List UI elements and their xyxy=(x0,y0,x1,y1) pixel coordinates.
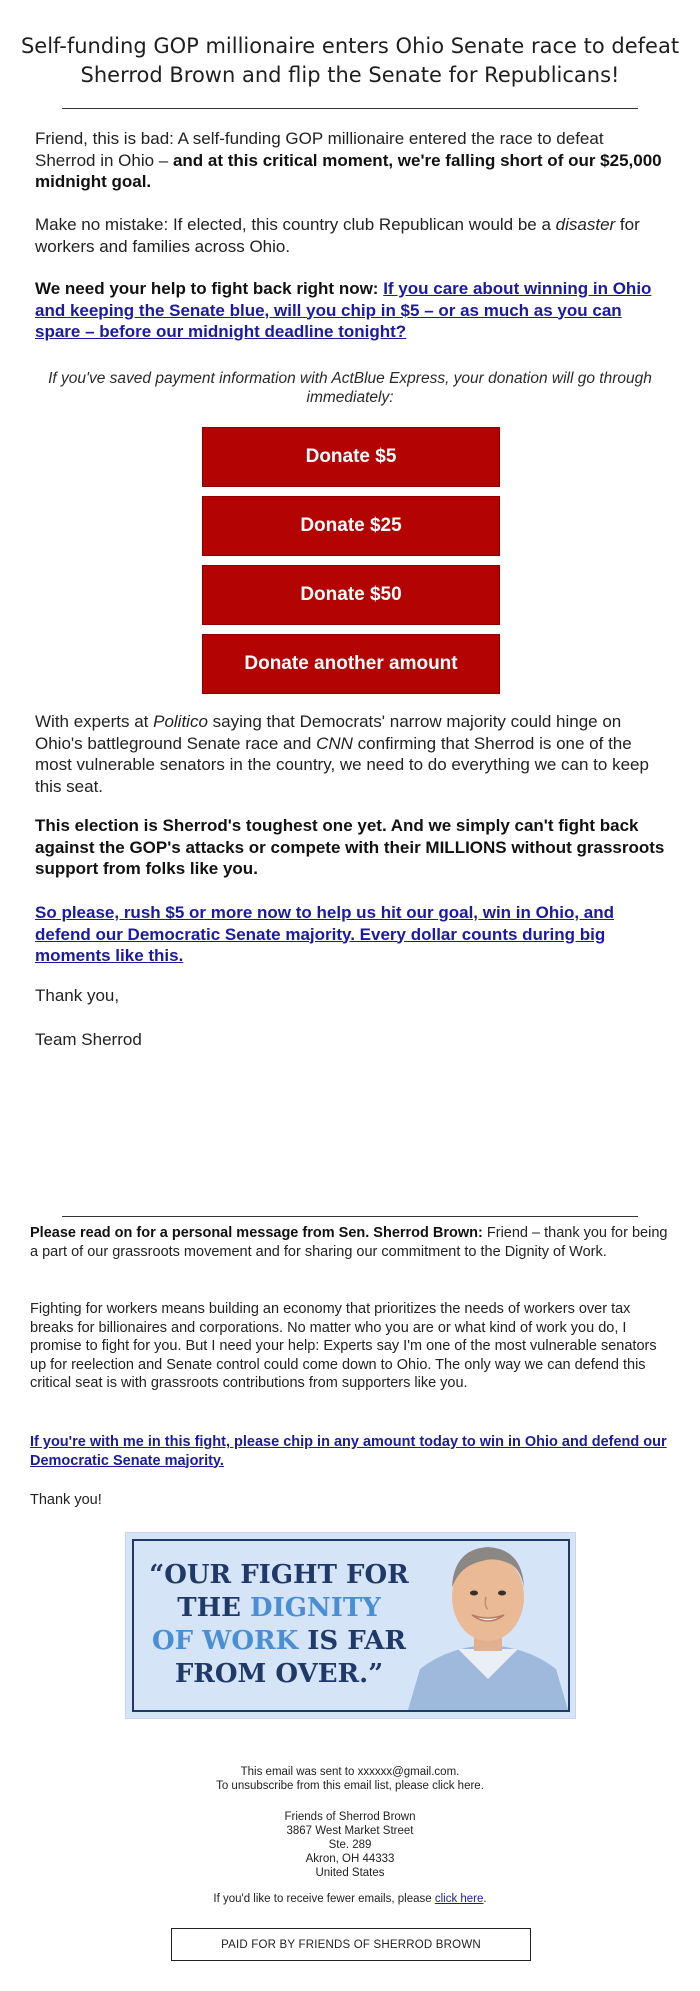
footer-subscription-info xyxy=(0,1765,700,1793)
quote-line-1: “OUR FIGHT FOR xyxy=(149,1560,409,1590)
quote-line-3: OF WORK IS FAR xyxy=(152,1626,406,1656)
footer-country: United States xyxy=(315,1867,385,1879)
banner-quote xyxy=(144,1559,414,1691)
sherrod-brown-portrait xyxy=(408,1532,568,1710)
personal-chip-in-link[interactable]: If you're with me in this fight, please chip in any amount today to win in Ohio and defend our Democratic Senate majority. xyxy=(30,1434,667,1469)
actblue-express-note: If you've saved payment information with ActBlue Express, your donation will go through immediately: xyxy=(48,370,652,406)
toughest-race-paragraph: This election is Sherrod's toughest one yet. And we simply can't fight back against the GOP's attacks or compete with their MILLIONS without grassroots support from folks like you. xyxy=(35,816,665,878)
donate-5-button[interactable]: Donate $5 xyxy=(202,427,500,487)
paid-for-disclaimer: PAID FOR BY FRIENDS OF SHERROD BROWN xyxy=(171,1928,531,1961)
intro-bold-text: and at this critical moment, we're falling short of our $25,000 midnight goal. xyxy=(35,150,662,191)
fewer-emails-end: . xyxy=(483,1893,487,1905)
disaster-paragraph xyxy=(35,214,665,257)
email-headline: Self-funding GOP millionaire enters Ohio Senate race to defeat Sherrod Brown and flip the Senate for Republicans! xyxy=(20,34,680,87)
footer-unsubscribe[interactable]: To unsubscribe from this email list, please click here. xyxy=(216,1780,484,1792)
disaster-text-end: for workers and families across Ohio. xyxy=(35,215,640,256)
fighting-for-workers-paragraph: Fighting for workers means building an economy that prioritizes the needs of workers over tax breaks for billionaires and corporations. No matter who you are or what kind of work you do, I promise to fight for you. But I need your help: Experts say I'm one of the most vulnerable senators up for reelection and Senate control could come down to Ohio. The only way we can defend this critical seat is with grassroots contributions from supporters like you. xyxy=(30,1301,657,1391)
ask-bold-text: We need your help to fight back right now: xyxy=(35,279,384,298)
ask-paragraph xyxy=(35,278,665,343)
footer-city: Akron, OH 44333 xyxy=(305,1853,395,1865)
dignity-of-work-banner[interactable] xyxy=(125,1532,576,1719)
quote-highlight-dignity: DIGNITY xyxy=(250,1593,381,1623)
banner-frame xyxy=(132,1539,570,1712)
personal-thanks: Thank you! xyxy=(30,1492,102,1508)
donate-25-button[interactable]: Donate $25 xyxy=(202,496,500,556)
experts-paragraph xyxy=(35,711,665,797)
chip-in-link[interactable]: If you care about winning in Ohio and keeping the Senate blue, will you chip in $5 – or as much as you can spare – before our midnight deadline tonight? xyxy=(35,279,652,341)
quote-line-4: FROM OVER.” xyxy=(174,1659,384,1689)
closing-thanks: Thank you, xyxy=(35,986,120,1005)
donate-other-amount-button[interactable]: Donate another amount xyxy=(202,634,500,694)
rush-paragraph xyxy=(35,902,665,967)
footer-suite: Ste. 289 xyxy=(328,1839,372,1851)
cnn-emphasis: CNN xyxy=(316,733,353,753)
disaster-emphasis: disaster xyxy=(555,215,616,234)
footer-sent-to: This email was sent to xxxxxx@gmail.com. xyxy=(240,1766,460,1778)
disaster-text: Make no mistake: If elected, this country club Republican would be a xyxy=(35,215,556,234)
intro-paragraph xyxy=(35,128,665,193)
divider xyxy=(62,108,638,109)
footer-street: 3867 West Market Street xyxy=(286,1825,414,1837)
personal-message-intro xyxy=(30,1224,672,1261)
personal-message-text: Friend – thank you for being a part of our grassroots movement and for sharing our commitment to the Dignity of Work. xyxy=(30,1225,668,1260)
rush-donation-link[interactable]: So please, rush $5 or more now to help us hit our goal, win in Ohio, and defend our Democratic Senate majority. Every dollar counts during big moments like this. xyxy=(35,903,615,965)
personal-message-lead: Please read on for a personal message from Sen. Sherrod Brown: xyxy=(30,1225,483,1241)
quote-line-2: THE DIGNITY xyxy=(177,1593,381,1623)
footer-fewer-emails xyxy=(0,1892,700,1906)
experts-text: With experts at xyxy=(35,712,154,731)
signature: Team Sherrod xyxy=(35,1030,142,1049)
footer-address xyxy=(0,1810,700,1880)
footer-org: Friends of Sherrod Brown xyxy=(284,1811,416,1823)
divider xyxy=(62,1216,638,1217)
politico-emphasis: Politico xyxy=(153,712,208,731)
fewer-emails-text: If you'd like to receive fewer emails, please xyxy=(213,1893,435,1905)
quote-highlight-of-work: OF WORK xyxy=(152,1626,299,1656)
experts-text-mid: saying that Democrats' narrow majority could hinge on Ohio's battleground Senate race and xyxy=(35,712,622,753)
donate-50-button[interactable]: Donate $50 xyxy=(202,565,500,625)
personal-ask-paragraph xyxy=(30,1433,672,1470)
experts-text-end: confirming that Sherrod is one of the most vulnerable senators in the country, we need to do everything we can to keep this seat. xyxy=(35,733,649,796)
fewer-emails-link[interactable]: click here xyxy=(434,1893,484,1905)
intro-text: Friend, this is bad: A self-funding GOP millionaire entered the race to defeat Sherrod in Ohio – xyxy=(35,129,604,170)
